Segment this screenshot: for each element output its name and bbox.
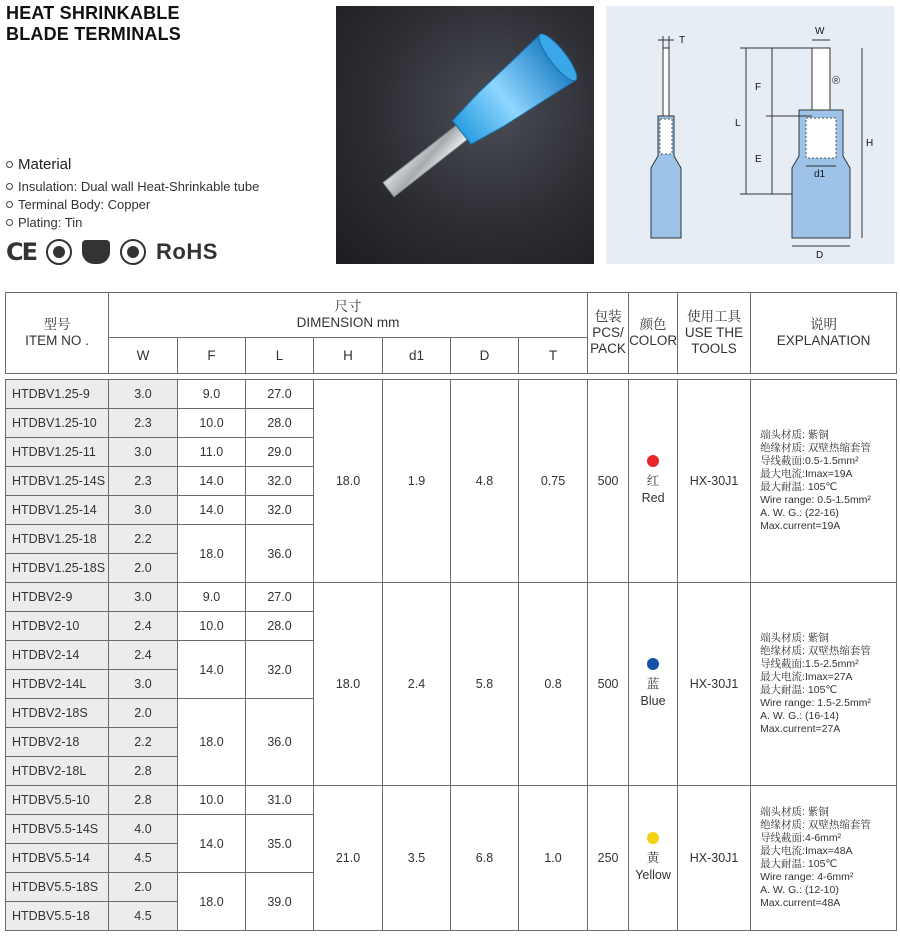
cell-f: 14.0 [178,467,246,496]
cell-f: 9.0 [178,380,246,409]
expl-line: 导线截面:1.5-2.5mm² [760,658,859,670]
cell-w: 2.2 [109,728,178,757]
col-h: H [314,338,383,374]
item-no: HTDBV2-18L [6,757,109,786]
cell-explanation [751,380,897,583]
cell-pack: 500 [588,583,629,786]
cell-pack: 500 [588,380,629,583]
expl-line: 最大电流:Imax=27A [760,671,853,683]
expl-line: 绝缘材质: 双壁热缩套管 [760,645,871,657]
cell-w: 3.0 [109,670,178,699]
item-no: HTDBV5.5-18S [6,873,109,902]
header-pack-en2: PACK [590,341,626,356]
cell-l: 31.0 [246,786,314,815]
cell-w: 2.8 [109,757,178,786]
cell-w: 2.2 [109,525,178,554]
material-body: Terminal Body: Copper [18,196,151,212]
registered-mark: ® [832,75,841,87]
material-item [6,195,259,213]
header-item-en: ITEM NO . [25,333,89,348]
cell-l: 32.0 [246,641,314,699]
header-expl-en: EXPLANATION [776,333,871,348]
blade-terminal-illustration [336,6,594,264]
table-row [6,380,897,409]
expl-line: 最大耐温: 105℃ [760,684,838,696]
cell-w: 2.3 [109,467,178,496]
material-item [6,213,259,231]
cell-l: 28.0 [246,612,314,641]
cell-w: 2.0 [109,699,178,728]
expl-line: 最大电流:Imax=48A [760,845,853,857]
spec-table [5,292,897,931]
bullet-icon [6,219,13,226]
cell-l: 32.0 [246,467,314,496]
cell-f: 18.0 [178,525,246,583]
expl-line: 端头材质: 紫铜 [760,632,829,644]
cell-explanation [751,786,897,931]
cell-tool: HX-30J1 [678,786,751,931]
item-no: HTDBV2-14L [6,670,109,699]
color-en: Yellow [635,868,671,882]
item-no: HTDBV1.25-10 [6,409,109,438]
cell-tool: HX-30J1 [678,583,751,786]
cell-w: 2.0 [109,554,178,583]
color-dot-yellow [647,832,659,844]
product-title [6,3,181,45]
expl-line: Wire range: 1.5-2.5mm² [760,697,871,709]
expl-line: Max.current=48A [760,897,841,909]
item-no: HTDBV1.25-11 [6,438,109,467]
material-insulation: Insulation: Dual wall Heat-Shrinkable tube [18,178,260,194]
material-heading: Material [18,155,72,173]
cell-explanation [751,583,897,786]
color-cn: 红 [646,474,660,488]
expl-line: A. W. G.: (16-14) [760,710,839,722]
cell-f: 10.0 [178,612,246,641]
cell-l: 32.0 [246,496,314,525]
expl-line: A. W. G.: (22-16) [760,507,839,519]
item-no: HTDBV2-18 [6,728,109,757]
col-w: W [109,338,178,374]
cell-color [629,786,678,931]
rohs-mark: RoHS [156,239,218,264]
cell-f: 14.0 [178,496,246,525]
header-pack-cn: 包装 [594,309,622,324]
expl-line: Max.current=27A [760,723,841,735]
label-e: E [755,154,762,165]
cell-h: 18.0 [314,380,383,583]
label-l: L [735,118,741,129]
cell-d1: 2.4 [383,583,451,786]
cell-f: 10.0 [178,409,246,438]
color-cn: 蓝 [646,677,660,691]
cell-l: 28.0 [246,409,314,438]
header-color-cn: 颜色 [639,317,667,332]
cell-f: 18.0 [178,873,246,931]
cell-w: 2.8 [109,786,178,815]
cell-t: 0.75 [519,380,588,583]
title-line-1: HEAT SHRINKABLE [6,3,180,23]
material-plating: Plating: Tin [18,214,83,230]
header-color-en: COLOR [629,333,678,348]
header-tools-cn: 使用工具 [687,309,742,324]
material-item [6,177,259,195]
item-no: HTDBV2-9 [6,583,109,612]
item-no: HTDBV1.25-18S [6,554,109,583]
cell-w: 4.5 [109,844,178,873]
material-heading-row [6,155,259,173]
cell-w: 2.4 [109,612,178,641]
cell-tool: HX-30J1 [678,380,751,583]
cell-l: 39.0 [246,873,314,931]
expl-line: Max.current=19A [760,520,841,532]
cell-f: 10.0 [178,786,246,815]
col-t: T [519,338,588,374]
cell-f: 18.0 [178,699,246,786]
cell-f: 9.0 [178,583,246,612]
bullet-icon [6,201,13,208]
cell-d1: 1.9 [383,380,451,583]
col-f: F [178,338,246,374]
cell-w: 4.5 [109,902,178,931]
header-color [629,293,678,374]
expl-line: 绝缘材质: 双壁热缩套管 [760,442,871,454]
ce-mark-icon: CE [6,238,37,266]
cell-d: 5.8 [451,583,519,786]
bullet-icon [6,161,13,168]
header-item-cn: 型号 [43,317,71,332]
cell-w: 4.0 [109,815,178,844]
header-explanation [751,293,897,374]
color-dot-blue [647,658,659,670]
cell-w: 3.0 [109,380,178,409]
col-d1: d1 [383,338,451,374]
item-no: HTDBV1.25-14S [6,467,109,496]
cell-w: 2.0 [109,873,178,902]
cell-d1: 3.5 [383,786,451,931]
item-no: HTDBV1.25-9 [6,380,109,409]
material-section [6,155,259,231]
product-photo [336,6,594,264]
approval-circle-icon [46,239,72,265]
cell-f: 11.0 [178,438,246,467]
color-en: Red [641,491,665,505]
label-w: W [815,26,825,37]
cell-l: 36.0 [246,525,314,583]
expl-line: 绝缘材质: 双壁热缩套管 [760,819,871,831]
header-tools-en1: USE THE [684,325,744,340]
cell-l: 36.0 [246,699,314,786]
side-view [651,36,681,238]
expl-line: Wire range: 0.5-1.5mm² [760,494,871,506]
cell-color [629,380,678,583]
item-no: HTDBV5.5-14 [6,844,109,873]
expl-line: 端头材质: 紫铜 [760,806,829,818]
item-no: HTDBV5.5-14S [6,815,109,844]
cell-f: 14.0 [178,815,246,873]
header-dim-en: DIMENSION mm [296,315,400,330]
front-view [740,40,862,246]
cell-d: 4.8 [451,380,519,583]
header-tools [678,293,751,374]
cell-f: 14.0 [178,641,246,699]
cell-l: 27.0 [246,583,314,612]
cell-t: 1.0 [519,786,588,931]
label-h: H [866,138,874,149]
expl-line: Wire range: 4-6mm² [760,871,854,883]
item-no: HTDBV2-14 [6,641,109,670]
header-tools-en2: TOOLS [691,341,737,356]
item-no: HTDBV5.5-18 [6,902,109,931]
item-no: HTDBV2-10 [6,612,109,641]
item-no: HTDBV1.25-14 [6,496,109,525]
header-dim-cn: 尺寸 [334,299,362,314]
cell-color [629,583,678,786]
expl-line: A. W. G.: (12-10) [760,884,839,896]
expl-line: 导线截面:4-6mm² [760,832,842,844]
bullet-icon [6,183,13,190]
table-row [6,786,897,815]
header-item-no [6,293,109,374]
expl-line: 端头材质: 紫铜 [760,429,829,441]
expl-line: 最大耐温: 105℃ [760,481,838,493]
col-d: D [451,338,519,374]
cell-w: 2.3 [109,409,178,438]
table-row [6,583,897,612]
cell-w: 3.0 [109,496,178,525]
cell-t: 0.8 [519,583,588,786]
cell-h: 18.0 [314,583,383,786]
title-line-2: BLADE TERMINALS [6,24,181,44]
header-expl-cn: 说明 [810,317,838,332]
expl-line: 最大耐温: 105℃ [760,858,838,870]
label-t: T [679,35,686,46]
cell-w: 2.4 [109,641,178,670]
item-no: HTDBV5.5-10 [6,786,109,815]
dimension-drawing-svg [606,6,894,264]
shield-cert-icon [82,240,110,264]
sgs-cert-icon [120,239,146,265]
label-f: F [755,82,762,93]
cell-l: 27.0 [246,380,314,409]
header-pack [588,293,629,374]
expl-line: 最大电流:Imax=19A [760,468,853,480]
header-pack-en1: PCS/ [592,325,624,340]
item-no: HTDBV1.25-18 [6,525,109,554]
cell-d: 6.8 [451,786,519,931]
color-dot-red [647,455,659,467]
cell-l: 29.0 [246,438,314,467]
dimension-drawing [606,6,894,264]
cell-h: 21.0 [314,786,383,931]
expl-line: 导线截面:0.5-1.5mm² [760,455,859,467]
label-d: D [816,250,824,261]
label-d1: d1 [814,169,826,180]
header-dimension [109,293,588,338]
certification-marks [6,236,218,268]
cell-pack: 250 [588,786,629,931]
color-en: Blue [640,694,666,708]
cell-w: 3.0 [109,438,178,467]
cell-l: 35.0 [246,815,314,873]
col-l: L [246,338,314,374]
item-no: HTDBV2-18S [6,699,109,728]
cell-w: 3.0 [109,583,178,612]
color-cn: 黄 [646,851,660,865]
